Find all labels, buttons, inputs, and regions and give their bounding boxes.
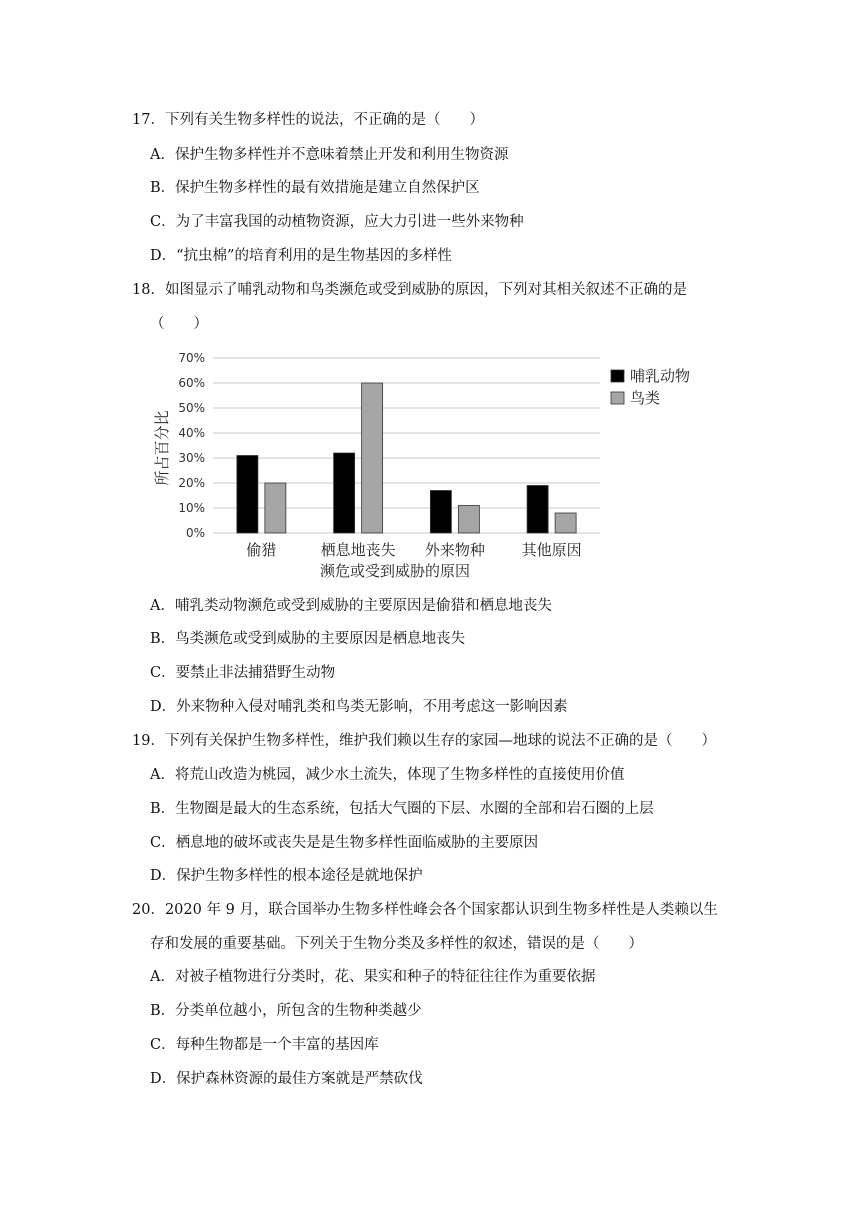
question-19-option-b: B．生物圈是最大的生态系统，包括大气圈的下层、水圈的全部和岩石圈的上层 — [150, 801, 654, 817]
x-tick-label: 其他原因 — [521, 541, 582, 559]
question-18-option-d: D．外来物种入侵对哺乳类和鸟类无影响，不用考虑这一影响因素 — [150, 699, 568, 715]
question-18-option-c: C．要禁止非法捕猎野生动物 — [150, 665, 336, 681]
question-18-option-a: A．哺乳类动物濒危或受到威胁的主要原因是偷猎和栖息地丧失 — [150, 598, 552, 614]
question-18-option-b: B．鸟类濒危或受到威胁的主要原因是栖息地丧失 — [150, 631, 466, 647]
bar-bird — [555, 513, 576, 533]
question-19-stem — [132, 731, 716, 751]
bar-mammal — [237, 456, 258, 534]
bar-mammal — [334, 453, 355, 533]
legend-swatch — [611, 392, 624, 404]
question-19-option-a: A．将荒山改造为桃园，减少水土流失，体现了生物多样性的直接使用价值 — [150, 767, 625, 783]
y-tick-label: 70% — [178, 351, 205, 365]
y-tick-label: 0% — [185, 526, 205, 540]
question-number: 19． — [132, 733, 165, 749]
legend-label: 哺乳动物 — [630, 367, 691, 385]
legend-label: 鸟类 — [630, 389, 661, 407]
question-20-option-a: A．对被子植物进行分类时，花、果实和种子的特征往往作为重要依据 — [150, 969, 596, 985]
question-number: 17． — [132, 112, 165, 128]
bar-bird — [362, 383, 383, 533]
question-text: 下列有关生物多样性的说法，不正确的是（ ） — [164, 112, 484, 128]
question-number: 18． — [132, 282, 165, 298]
x-tick-labels — [246, 541, 581, 559]
y-axis-label: 所占百分比 — [153, 410, 171, 486]
bar-bird — [458, 506, 479, 534]
bar-bird — [265, 483, 286, 533]
question-17-stem — [132, 110, 484, 130]
y-tick-label: 40% — [178, 426, 205, 440]
x-axis-label: 濒危或受到威胁的原因 — [319, 562, 471, 580]
x-tick-label: 栖息地丧失 — [320, 541, 396, 559]
legend — [611, 367, 690, 407]
question-17-option-d: D．“抗虫棉”的培育利用的是生物基因的多样性 — [150, 248, 452, 264]
question-20-option-d: D．保护森林资源的最佳方案就是严禁砍伐 — [150, 1071, 423, 1087]
y-tick-labels — [178, 351, 205, 540]
bar-chart — [148, 343, 708, 583]
bar-mammal — [430, 491, 451, 534]
question-20-option-c: C．每种生物都是一个丰富的基因库 — [150, 1037, 379, 1053]
question-text: 下列有关保护生物多样性，维护我们赖以生存的家园—地球的说法不正确的是（ ） — [164, 733, 716, 749]
question-18-stem-cont: （ ） — [150, 316, 208, 332]
x-tick-label: 外来物种 — [424, 541, 485, 559]
question-number: 20． — [132, 902, 165, 918]
x-tick-label: 偷猎 — [246, 541, 277, 559]
y-tick-label: 50% — [178, 401, 205, 415]
bar-chart-svg — [148, 343, 708, 583]
question-20-option-b: B．分类单位越小，所包含的生物种类越少 — [150, 1003, 422, 1019]
question-20-stem-cont: 存和发展的重要基础。下列关于生物分类及多样性的叙述，错误的是（ ） — [150, 936, 643, 952]
y-tick-label: 20% — [178, 476, 205, 490]
y-tick-label: 10% — [178, 501, 205, 515]
bar-mammal — [527, 486, 548, 534]
question-text: 2020 年 9 月，联合国举办生物多样性峰会各个国家都认识到生物多样性是人类赖以生 — [164, 902, 718, 918]
question-19-option-d: D．保护生物多样性的根本途径是就地保护 — [150, 868, 423, 884]
question-18-stem — [132, 280, 687, 300]
y-tick-label: 30% — [178, 451, 205, 465]
question-17-option-a: A．保护生物多样性并不意味着禁止开发和利用生物资源 — [150, 147, 509, 163]
question-17-option-c: C．为了丰富我国的动植物资源，应大力引进一些外来物种 — [150, 214, 524, 230]
question-20-stem — [132, 900, 718, 920]
question-19-option-c: C．栖息地的破坏或丧失是是生物多样性面临威胁的主要原因 — [150, 835, 539, 851]
question-17-option-b: B．保护生物多样性的最有效措施是建立自然保护区 — [150, 180, 480, 196]
question-text: 如图显示了哺乳动物和鸟类濒危或受到威胁的原因，下列对其相关叙述不正确的是 — [164, 282, 687, 298]
legend-swatch — [611, 370, 624, 382]
y-tick-label: 60% — [178, 376, 205, 390]
